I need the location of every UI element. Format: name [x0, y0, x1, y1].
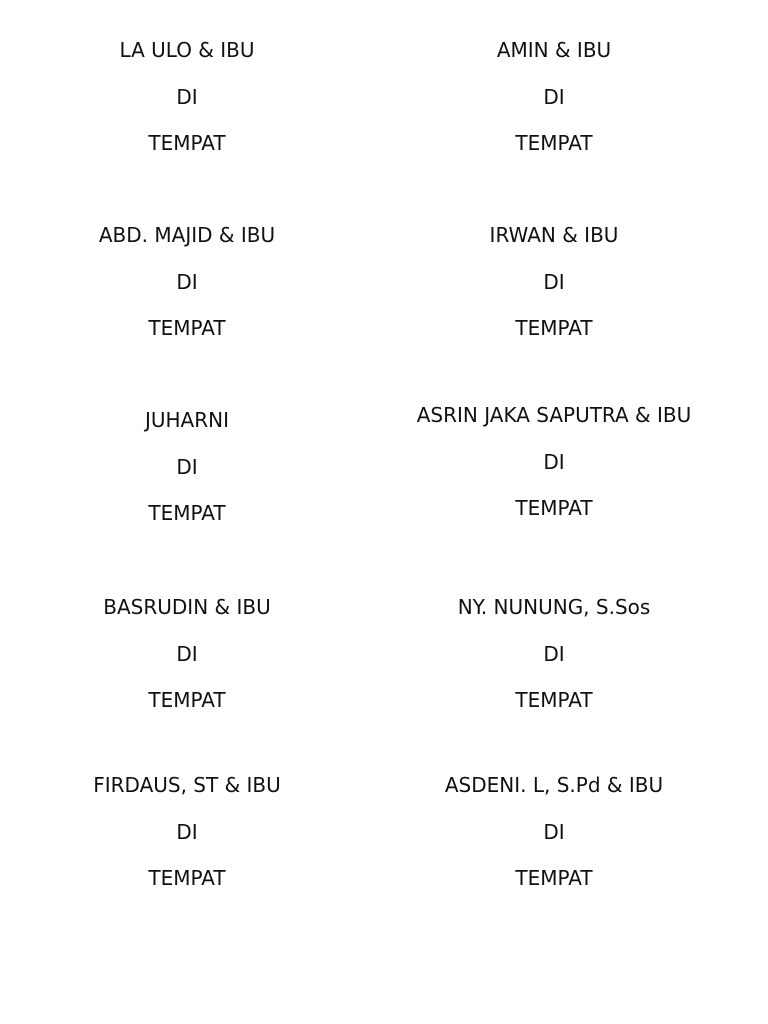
recipient-name: JUHARNI [144, 408, 229, 432]
label-line-di: DI [176, 820, 198, 844]
label-line-di: DI [543, 642, 565, 666]
label-line-tempat: TEMPAT [148, 501, 226, 525]
label-line-di: DI [176, 642, 198, 666]
recipient-name: BASRUDIN & IBU [103, 595, 271, 619]
recipient-name: FIRDAUS, ST & IBU [93, 773, 281, 797]
label-line-tempat: TEMPAT [148, 866, 226, 890]
recipient-name: ASDENI. L, S.Pd & IBU [444, 773, 664, 797]
label-line-tempat: TEMPAT [148, 131, 226, 155]
label-line-di: DI [176, 85, 198, 109]
label-line-tempat: TEMPAT [515, 866, 593, 890]
recipient-name: LA ULO & IBU [119, 38, 255, 62]
label-line-di: DI [176, 455, 198, 479]
recipient-name: ABD. MAJID & IBU [98, 223, 276, 247]
label-line-tempat: TEMPAT [148, 316, 226, 340]
recipient-name: NY. NUNUNG, S.Sos [457, 595, 651, 619]
label-line-di: DI [176, 270, 198, 294]
label-line-di: DI [543, 85, 565, 109]
label-line-di: DI [543, 270, 565, 294]
recipient-name: AMIN & IBU [496, 38, 612, 62]
recipient-name: ASRIN JAKA SAPUTRA & IBU [416, 403, 692, 427]
label-line-tempat: TEMPAT [148, 688, 226, 712]
label-line-tempat: TEMPAT [515, 496, 593, 520]
label-line-di: DI [543, 450, 565, 474]
label-line-di: DI [543, 820, 565, 844]
label-line-tempat: TEMPAT [515, 316, 593, 340]
label-line-tempat: TEMPAT [515, 688, 593, 712]
recipient-name: IRWAN & IBU [489, 223, 619, 247]
label-line-tempat: TEMPAT [515, 131, 593, 155]
